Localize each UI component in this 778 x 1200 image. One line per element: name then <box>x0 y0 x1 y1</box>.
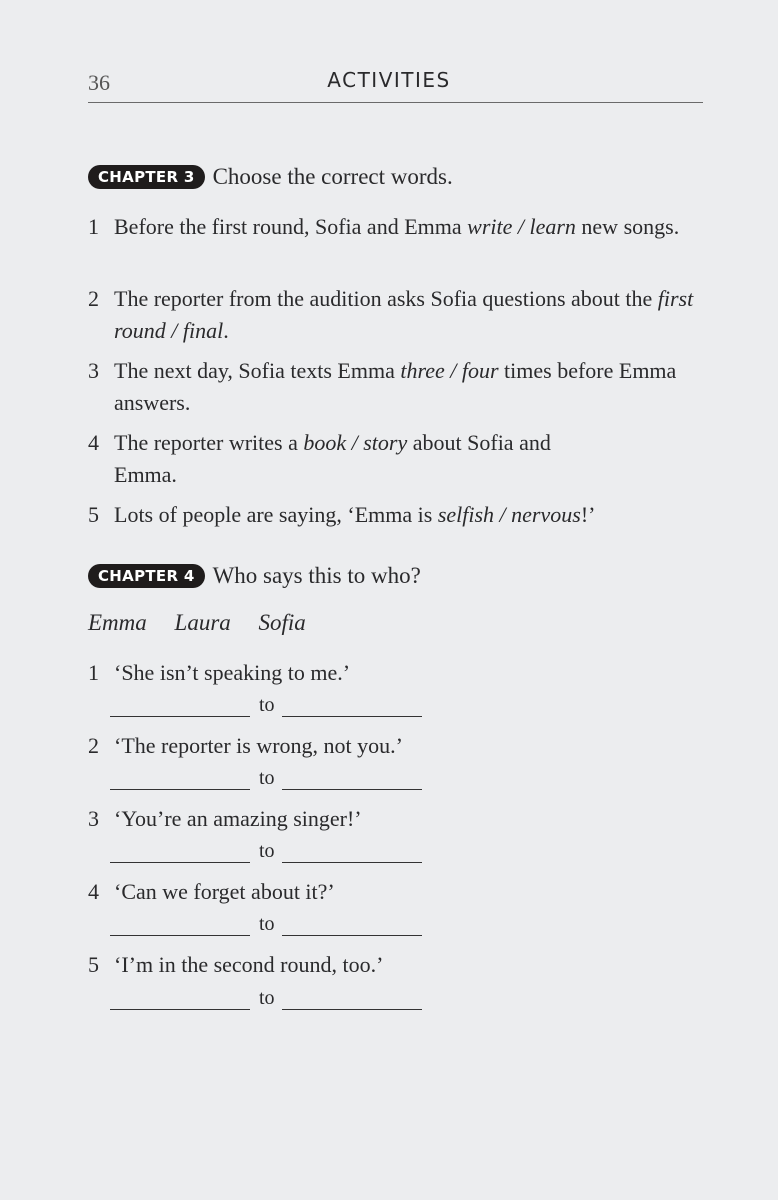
item-option: first round / final <box>114 286 694 343</box>
chapter-3-instruction: Choose the correct words. <box>212 164 453 189</box>
ch4-item-3 <box>88 803 708 835</box>
to-connector: to <box>259 694 275 716</box>
quote-text: ‘You’re an amazing singer!’ <box>114 806 362 831</box>
item-option: write / learn <box>467 214 576 239</box>
quote-text: ‘Can we forget about it?’ <box>114 879 335 904</box>
ch4-item-2 <box>88 730 708 762</box>
to-connector: to <box>259 987 275 1009</box>
chapter-4-instruction: Who says this to who? <box>212 563 421 588</box>
answer-line-2 <box>110 767 422 790</box>
speaker-blank[interactable] <box>110 917 250 936</box>
answer-line-3 <box>110 840 422 863</box>
name-list <box>88 610 328 636</box>
item-option: book / story <box>303 430 408 455</box>
speaker-blank[interactable] <box>110 991 250 1010</box>
answer-line-1 <box>110 694 422 717</box>
name-option: Emma <box>88 610 147 635</box>
item-number: 1 <box>88 660 99 685</box>
item-text: The next day, Sofia texts Emma <box>114 358 401 383</box>
ch3-item-4 <box>88 427 608 491</box>
item-number: 4 <box>88 430 99 455</box>
item-text: . <box>223 318 229 343</box>
ch4-item-1 <box>88 657 708 689</box>
item-text: The reporter writes a <box>114 430 304 455</box>
listener-blank[interactable] <box>282 844 422 863</box>
ch3-item-2 <box>88 283 708 347</box>
item-option: selfish / nervous <box>437 502 581 527</box>
running-head: ACTIVITIES <box>327 68 451 92</box>
item-number: 2 <box>88 286 99 311</box>
item-number: 3 <box>88 358 99 383</box>
item-number: 4 <box>88 879 99 904</box>
listener-blank[interactable] <box>282 698 422 717</box>
item-text: new songs. <box>575 214 680 239</box>
to-connector: to <box>259 767 275 789</box>
listener-blank[interactable] <box>282 771 422 790</box>
item-text: !’ <box>580 502 596 527</box>
ch3-item-5 <box>88 499 708 531</box>
item-number: 5 <box>88 952 99 977</box>
item-option: three / four <box>400 358 499 383</box>
chapter-3-heading <box>88 164 453 190</box>
item-number: 5 <box>88 502 99 527</box>
answer-line-5 <box>110 987 422 1010</box>
answer-line-4 <box>110 913 422 936</box>
item-text: Lots of people are saying, ‘Emma is <box>114 502 438 527</box>
item-text: about Sofia and Emma. <box>114 430 551 487</box>
ch4-item-5 <box>88 949 708 981</box>
listener-blank[interactable] <box>282 991 422 1010</box>
quote-text: ‘She isn’t speaking to me.’ <box>114 660 351 685</box>
item-number: 3 <box>88 806 99 831</box>
item-number: 1 <box>88 214 99 239</box>
item-text: The reporter from the audition asks Sofia questions about the <box>114 286 658 311</box>
speaker-blank[interactable] <box>110 771 250 790</box>
chapter-3-badge: CHAPTER 3 <box>88 165 205 189</box>
item-number: 2 <box>88 733 99 758</box>
to-connector: to <box>259 913 275 935</box>
name-option: Laura <box>174 610 231 635</box>
chapter-4-badge: CHAPTER 4 <box>88 564 205 588</box>
ch3-item-1 <box>88 211 688 243</box>
ch3-item-3 <box>88 355 708 419</box>
page-number: 36 <box>88 70 110 95</box>
quote-text: ‘I’m in the second round, too.’ <box>114 952 384 977</box>
ch4-item-4 <box>88 876 708 908</box>
listener-blank[interactable] <box>282 917 422 936</box>
speaker-blank[interactable] <box>110 698 250 717</box>
item-text: Before the first round, Sofia and Emma <box>114 214 468 239</box>
chapter-4-heading <box>88 563 421 589</box>
quote-text: ‘The reporter is wrong, not you.’ <box>114 733 403 758</box>
speaker-blank[interactable] <box>110 844 250 863</box>
to-connector: to <box>259 840 275 862</box>
header-rule <box>88 102 703 103</box>
item-text: times before Emma answers. <box>114 358 677 415</box>
name-option: Sofia <box>258 610 306 635</box>
